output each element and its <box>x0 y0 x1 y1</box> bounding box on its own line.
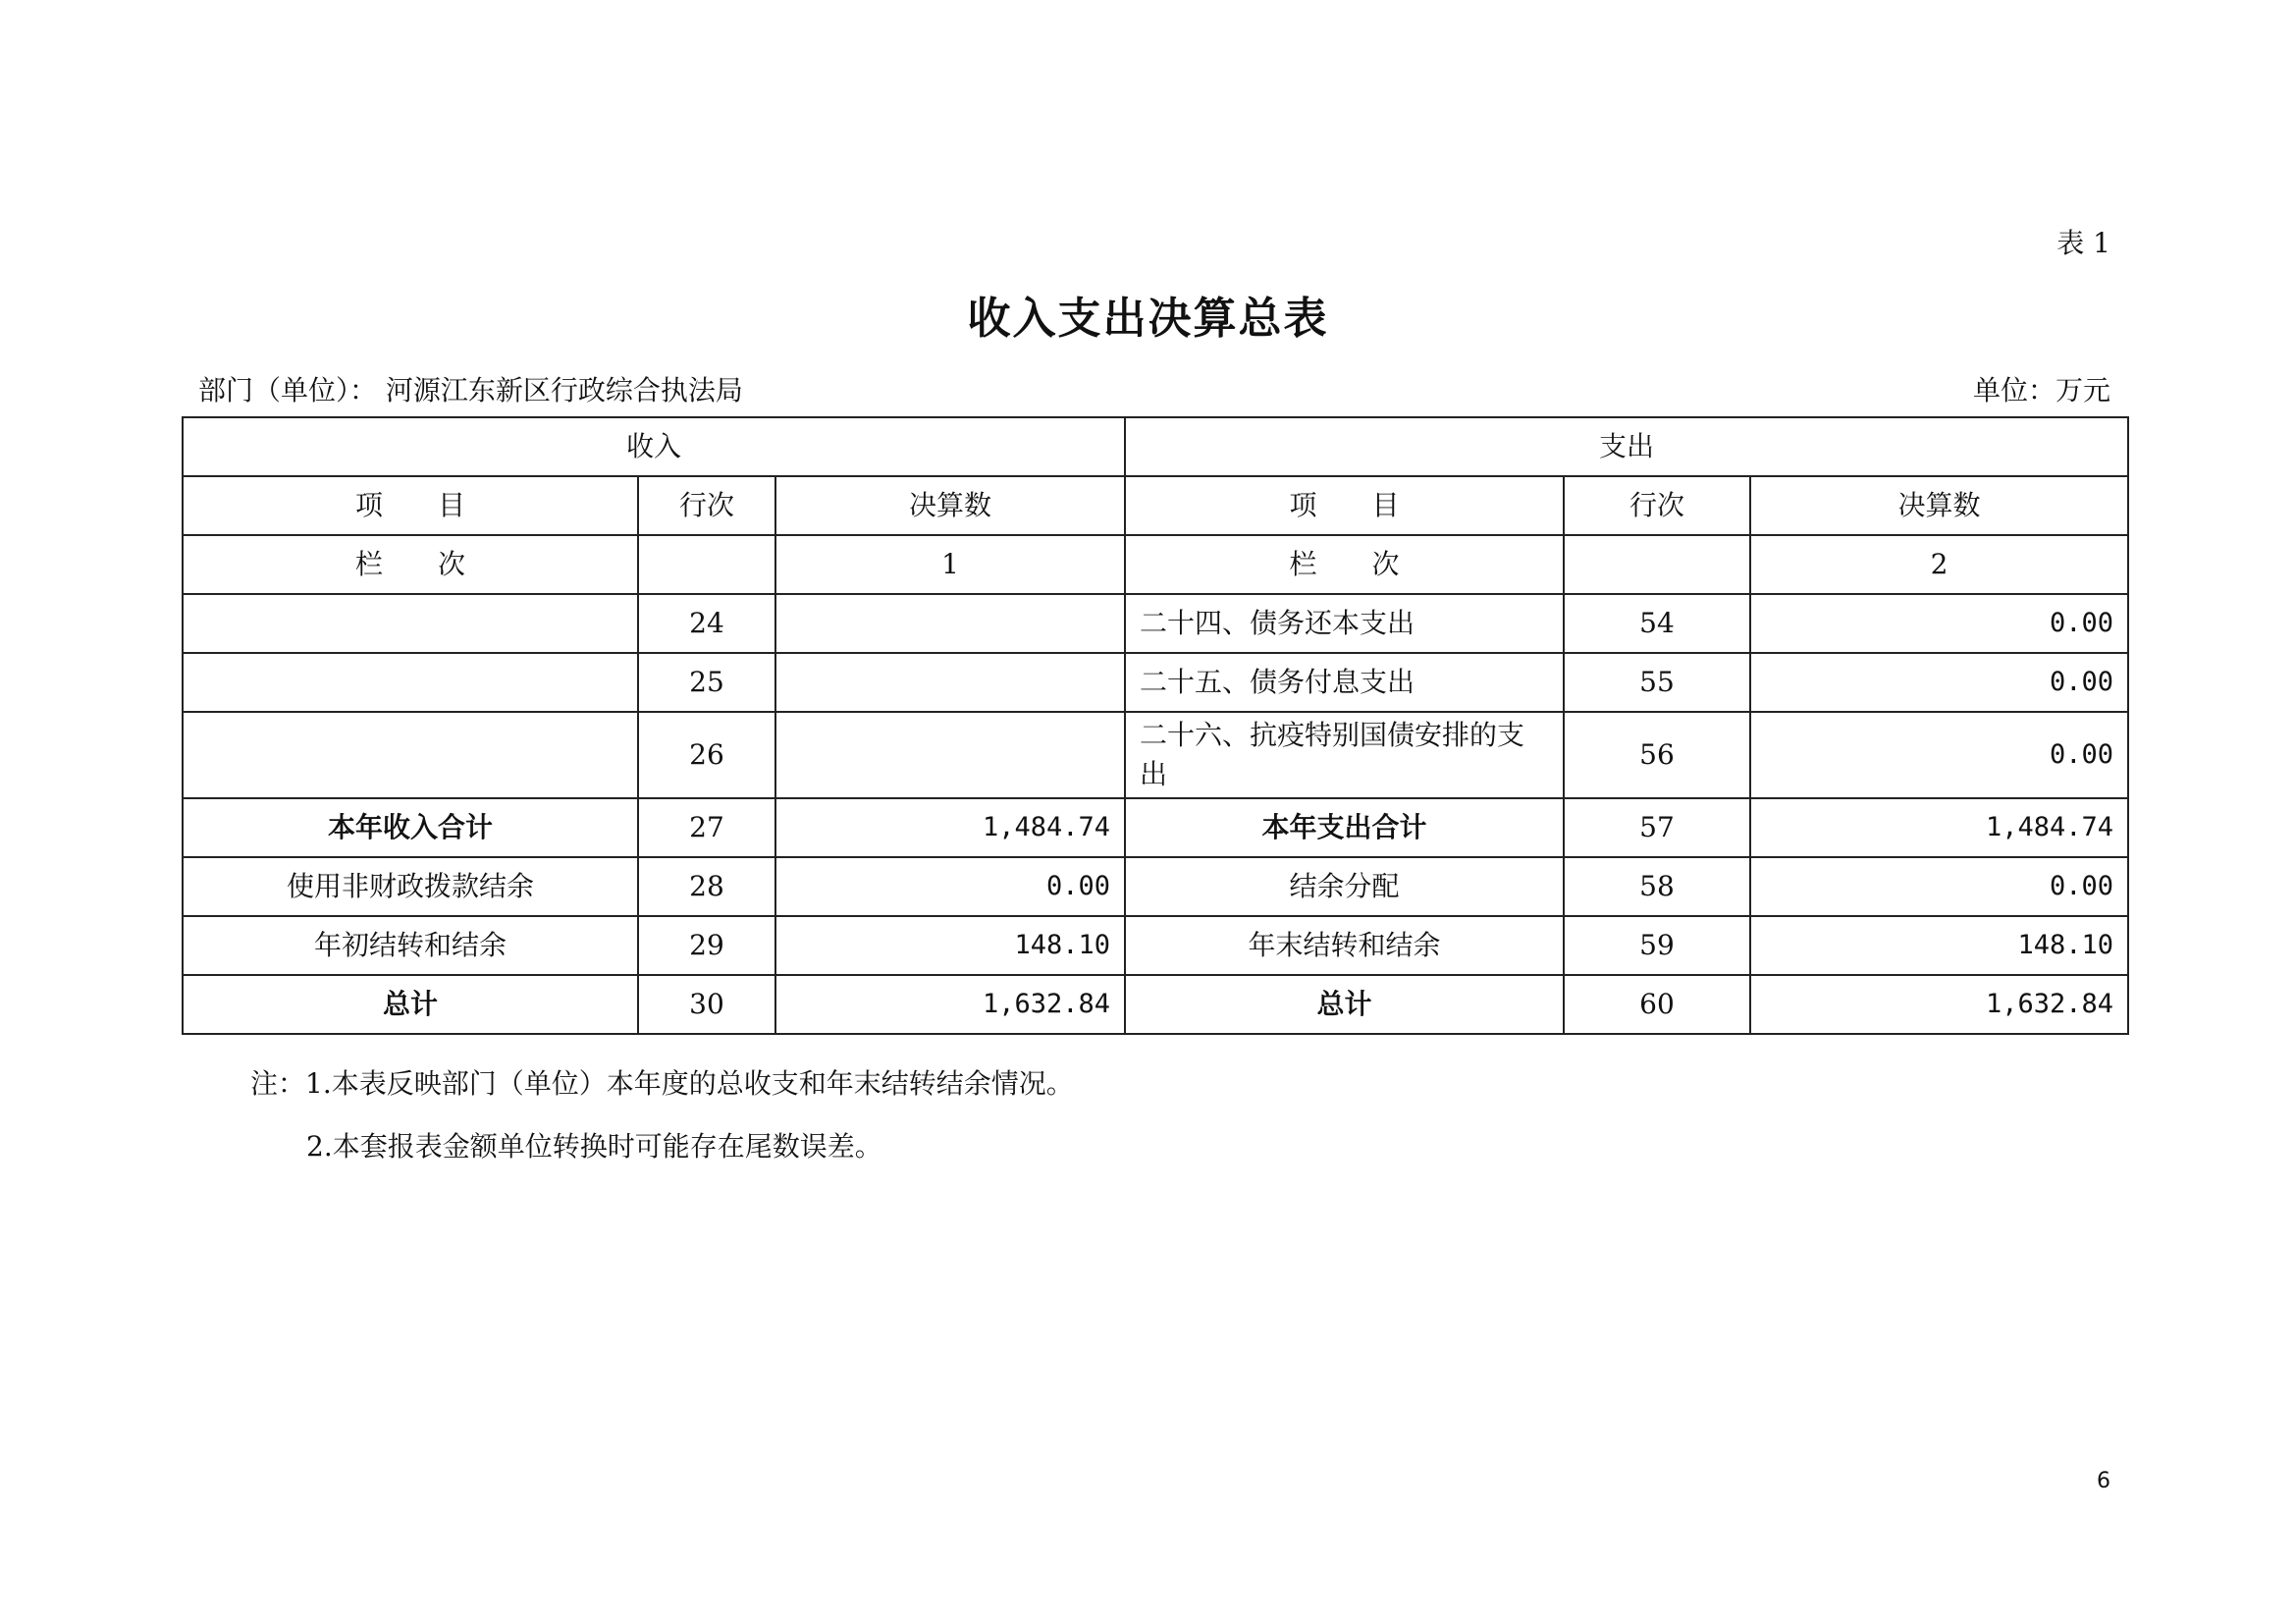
income-line: 28 <box>638 857 775 916</box>
column-header-row <box>183 476 2128 535</box>
income-item: 使用非财政拨款结余 <box>183 857 638 916</box>
income-amount: 148.10 <box>775 916 1125 975</box>
income-line: 29 <box>638 916 775 975</box>
income-item <box>183 594 638 653</box>
income-index-label: 栏 次 <box>183 535 638 594</box>
expense-item: 本年支出合计 <box>1125 798 1564 857</box>
expense-item: 二十五、债务付息支出 <box>1125 653 1564 712</box>
expense-line: 58 <box>1564 857 1750 916</box>
expense-amount: 0.00 <box>1750 857 2128 916</box>
expense-amount: 1,484.74 <box>1750 798 2128 857</box>
expense-amount: 1,632.84 <box>1750 975 2128 1034</box>
unit-label: 单位：万元 <box>1972 374 2110 406</box>
table-row <box>183 653 2128 712</box>
expense-amount: 0.00 <box>1750 594 2128 653</box>
table-row <box>183 916 2128 975</box>
expense-amount: 0.00 <box>1750 712 2128 798</box>
income-line: 30 <box>638 975 775 1034</box>
income-item <box>183 653 638 712</box>
expense-line: 59 <box>1564 916 1750 975</box>
income-expense-table <box>182 416 2129 1035</box>
expense-group-header: 支出 <box>1125 417 2128 476</box>
expense-item: 年末结转和结余 <box>1125 916 1564 975</box>
table-number: 表 1 <box>2056 227 2110 259</box>
expense-item: 二十六、抗疫特别国债安排的支出 <box>1125 712 1564 798</box>
department-label: 部门（单位）： 河源江东新区行政综合执法局 <box>198 374 743 406</box>
expense-line: 56 <box>1564 712 1750 798</box>
income-line-header: 行次 <box>638 476 775 535</box>
expense-item: 二十四、债务还本支出 <box>1125 594 1564 653</box>
expense-amount: 148.10 <box>1750 916 2128 975</box>
page-number: 6 <box>2097 1469 2110 1493</box>
income-amount <box>775 653 1125 712</box>
expense-index-line <box>1564 535 1750 594</box>
expense-amount-header: 决算数 <box>1750 476 2128 535</box>
income-index-line <box>638 535 775 594</box>
expense-amount: 0.00 <box>1750 653 2128 712</box>
income-amount: 1,632.84 <box>775 975 1125 1034</box>
expense-item: 总计 <box>1125 975 1564 1034</box>
income-item: 年初结转和结余 <box>183 916 638 975</box>
income-item-header: 项 目 <box>183 476 638 535</box>
income-line: 26 <box>638 712 775 798</box>
income-amount: 0.00 <box>775 857 1125 916</box>
income-amount <box>775 594 1125 653</box>
table-row <box>183 857 2128 916</box>
income-item: 本年收入合计 <box>183 798 638 857</box>
group-header-row <box>183 417 2128 476</box>
income-index-value: 1 <box>775 535 1125 594</box>
page-title: 收入支出决算总表 <box>967 294 1329 344</box>
expense-item: 结余分配 <box>1125 857 1564 916</box>
table-row <box>183 594 2128 653</box>
table-row <box>183 798 2128 857</box>
expense-line: 54 <box>1564 594 1750 653</box>
expense-index-value: 2 <box>1750 535 2128 594</box>
income-amount: 1,484.74 <box>775 798 1125 857</box>
note-1: 注：1.本表反映部门（单位）本年度的总收支和年末结转结余情况。 <box>250 1067 1074 1100</box>
expense-index-label: 栏 次 <box>1125 535 1564 594</box>
note-2: 2.本套报表金额单位转换时可能存在尾数误差。 <box>306 1130 882 1163</box>
income-amount <box>775 712 1125 798</box>
table-row <box>183 975 2128 1034</box>
table-row <box>183 712 2128 798</box>
expense-line: 55 <box>1564 653 1750 712</box>
expense-item-header: 项 目 <box>1125 476 1564 535</box>
income-item <box>183 712 638 798</box>
income-amount-header: 决算数 <box>775 476 1125 535</box>
column-index-row <box>183 535 2128 594</box>
expense-line: 57 <box>1564 798 1750 857</box>
expense-line: 60 <box>1564 975 1750 1034</box>
income-line: 25 <box>638 653 775 712</box>
income-item: 总计 <box>183 975 638 1034</box>
income-line: 27 <box>638 798 775 857</box>
expense-line-header: 行次 <box>1564 476 1750 535</box>
income-line: 24 <box>638 594 775 653</box>
income-group-header: 收入 <box>183 417 1125 476</box>
